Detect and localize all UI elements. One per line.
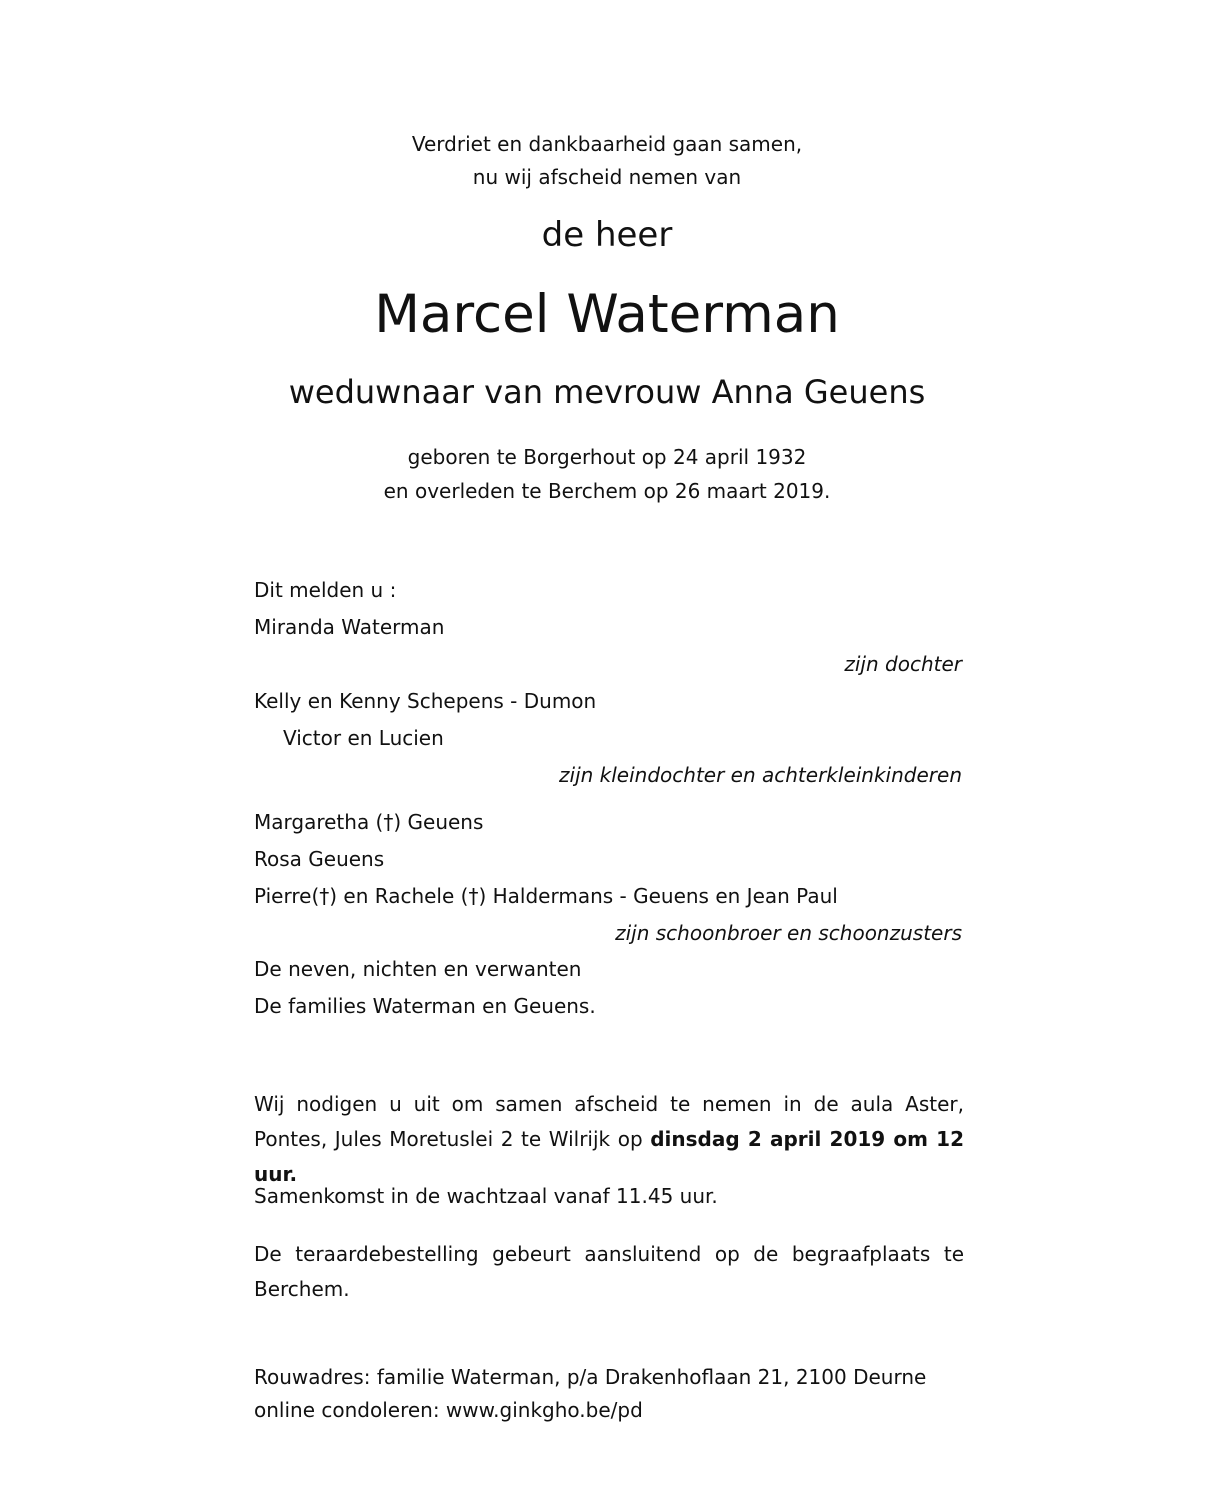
death-line: en overleden te Berchem op 26 maart 2019. bbox=[383, 479, 831, 503]
great-grandchildren-names: Victor en Lucien bbox=[283, 726, 444, 750]
relatives-line: De neven, nichten en verwanten bbox=[254, 957, 582, 981]
inlaw-line-2: Rosa Geuens bbox=[254, 847, 385, 871]
honorific: de heer bbox=[541, 215, 673, 255]
daughter-relation: zijn dochter bbox=[844, 652, 962, 676]
inlaw-line-3: Pierre(†) en Rachele (†) Haldermans - Geuens en Jean Paul bbox=[254, 884, 838, 908]
inlaw-relation: zijn schoonbroer en schoonzusters bbox=[615, 921, 962, 945]
ceremony-date: dinsdag 2 april 2019 om 12 uur. bbox=[254, 1127, 964, 1186]
grandchildren-relation: zijn kleindochter en achterkleinkinderen bbox=[559, 763, 962, 787]
invitation-paragraph bbox=[254, 1087, 964, 1192]
contact-block bbox=[254, 1361, 964, 1427]
announce-line: Dit melden u : bbox=[254, 578, 397, 602]
online-condolence: online condoleren: www.ginkgho.be/pd bbox=[254, 1398, 643, 1422]
gathering-paragraph: Samenkomst in de wachtzaal vanaf 11.45 uur. bbox=[254, 1184, 718, 1208]
grandchildren-names: Kelly en Kenny Schepens - Dumon bbox=[254, 689, 597, 713]
intro-line-1: Verdriet en dankbaarheid gaan samen, bbox=[411, 132, 803, 156]
intro-line-2: nu wij afscheid nemen van bbox=[472, 165, 742, 189]
daughter-name: Miranda Waterman bbox=[254, 615, 445, 639]
deceased-name: Marcel Waterman bbox=[374, 284, 840, 345]
birth-line: geboren te Borgerhout op 24 april 1932 bbox=[407, 445, 807, 469]
widower-line: weduwnaar van mevrouw Anna Geuens bbox=[288, 373, 926, 411]
life-dates bbox=[0, 440, 1214, 508]
invitation-text: Wij nodigen u uit om samen afscheid te nemen in de aula Aster, Pontes, Jules Moretuslei 2 te Wilrijk op bbox=[254, 1092, 964, 1151]
burial-paragraph: De teraardebestelling gebeurt aansluitend op de begraafplaats te Berchem. bbox=[254, 1242, 964, 1301]
families-line: De families Waterman en Geuens. bbox=[254, 994, 596, 1018]
intro-text bbox=[0, 128, 1214, 194]
mourning-address: Rouwadres: familie Waterman, p/a Drakenhoflaan 21, 2100 Deurne bbox=[254, 1365, 927, 1389]
inlaw-line-1: Margaretha (†) Geuens bbox=[254, 810, 484, 834]
